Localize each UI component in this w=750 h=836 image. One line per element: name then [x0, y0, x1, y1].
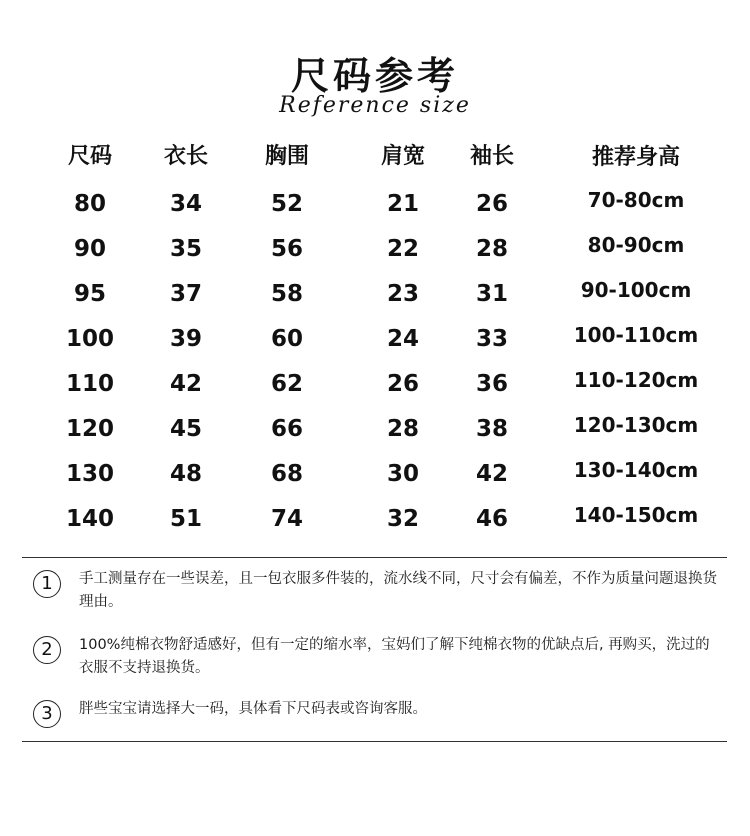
- cell-length: 39: [169, 326, 202, 352]
- cell-height: 140-150cm: [573, 503, 699, 527]
- cell-size: 90: [73, 236, 106, 262]
- cell-sleeve: 31: [475, 281, 508, 307]
- cell-size: 140: [65, 506, 114, 532]
- cell-chest: 60: [270, 326, 303, 352]
- cell-shoulder: 32: [386, 506, 419, 532]
- cell-size: 80: [73, 191, 106, 217]
- page-title: 尺码参考: [290, 54, 459, 98]
- circled-number-icon: 2: [33, 636, 61, 664]
- cell-shoulder: 30: [386, 461, 419, 487]
- cell-height: 110-120cm: [573, 368, 699, 392]
- cell-shoulder: 26: [386, 371, 419, 397]
- cell-sleeve: 46: [475, 506, 508, 532]
- cell-sleeve: 26: [475, 191, 508, 217]
- table-row: [0, 184, 750, 224]
- cell-chest: 66: [270, 416, 303, 442]
- table-row: [0, 364, 750, 404]
- cell-height: 120-130cm: [573, 413, 699, 437]
- table-header: [0, 137, 750, 177]
- cell-sleeve: 36: [475, 371, 508, 397]
- cell-length: 34: [169, 191, 202, 217]
- cell-size: 110: [65, 371, 114, 397]
- header-length: 衣长: [163, 144, 208, 169]
- cell-size: 130: [65, 461, 114, 487]
- table-row: [0, 499, 750, 539]
- cell-shoulder: 28: [386, 416, 419, 442]
- cell-chest: 68: [270, 461, 303, 487]
- cell-chest: 62: [270, 371, 303, 397]
- cell-chest: 74: [270, 506, 303, 532]
- circled-number-icon: 1: [33, 570, 61, 598]
- header-sleeve: 袖长: [469, 144, 514, 169]
- cell-chest: 56: [270, 236, 303, 262]
- header-chest: 胸围: [264, 144, 309, 169]
- table-row: [0, 319, 750, 359]
- cell-shoulder: 24: [386, 326, 419, 352]
- cell-length: 37: [169, 281, 202, 307]
- cell-sleeve: 38: [475, 416, 508, 442]
- note-text: 手工测量存在一些误差，且一包衣服多件装的，流水线不同，尺寸会有偏差，不作为质量问题退换货理由。: [79, 571, 717, 610]
- cell-length: 45: [169, 416, 202, 442]
- cell-sleeve: 28: [475, 236, 508, 262]
- circled-number-icon: 3: [33, 700, 61, 728]
- page-subtitle: Reference size: [279, 93, 471, 118]
- cell-height: 100-110cm: [573, 323, 699, 347]
- header-shoulder: 肩宽: [380, 144, 425, 169]
- cell-size: 95: [73, 281, 106, 307]
- note-text: 100%纯棉衣物舒适感好，但有一定的缩水率，宝妈们了解下纯棉衣物的优缺点后, 再购买，洗过的衣服不支持退换货。: [79, 637, 710, 676]
- cell-length: 48: [169, 461, 202, 487]
- cell-height: 130-140cm: [573, 458, 699, 482]
- header-height: 推荐身高: [591, 145, 680, 170]
- table-row: [0, 409, 750, 449]
- cell-height: 80-90cm: [587, 233, 685, 257]
- cell-length: 42: [169, 371, 202, 397]
- cell-height: 90-100cm: [580, 278, 692, 302]
- cell-length: 51: [169, 506, 202, 532]
- table-row: [0, 274, 750, 314]
- table-row: [0, 454, 750, 494]
- cell-length: 35: [169, 236, 202, 262]
- divider-top: [22, 557, 727, 558]
- cell-sleeve: 33: [475, 326, 508, 352]
- note-text: 胖些宝宝请选择大一码，具体看下尺码表或咨询客服。: [79, 701, 427, 717]
- cell-size: 100: [65, 326, 114, 352]
- cell-chest: 58: [270, 281, 303, 307]
- cell-height: 70-80cm: [587, 188, 685, 212]
- table-row: [0, 229, 750, 269]
- cell-shoulder: 21: [386, 191, 419, 217]
- cell-shoulder: 22: [386, 236, 419, 262]
- cell-shoulder: 23: [386, 281, 419, 307]
- cell-chest: 52: [270, 191, 303, 217]
- divider-bottom: [22, 741, 727, 742]
- cell-size: 120: [65, 416, 114, 442]
- cell-sleeve: 42: [475, 461, 508, 487]
- header-size: 尺码: [67, 144, 112, 169]
